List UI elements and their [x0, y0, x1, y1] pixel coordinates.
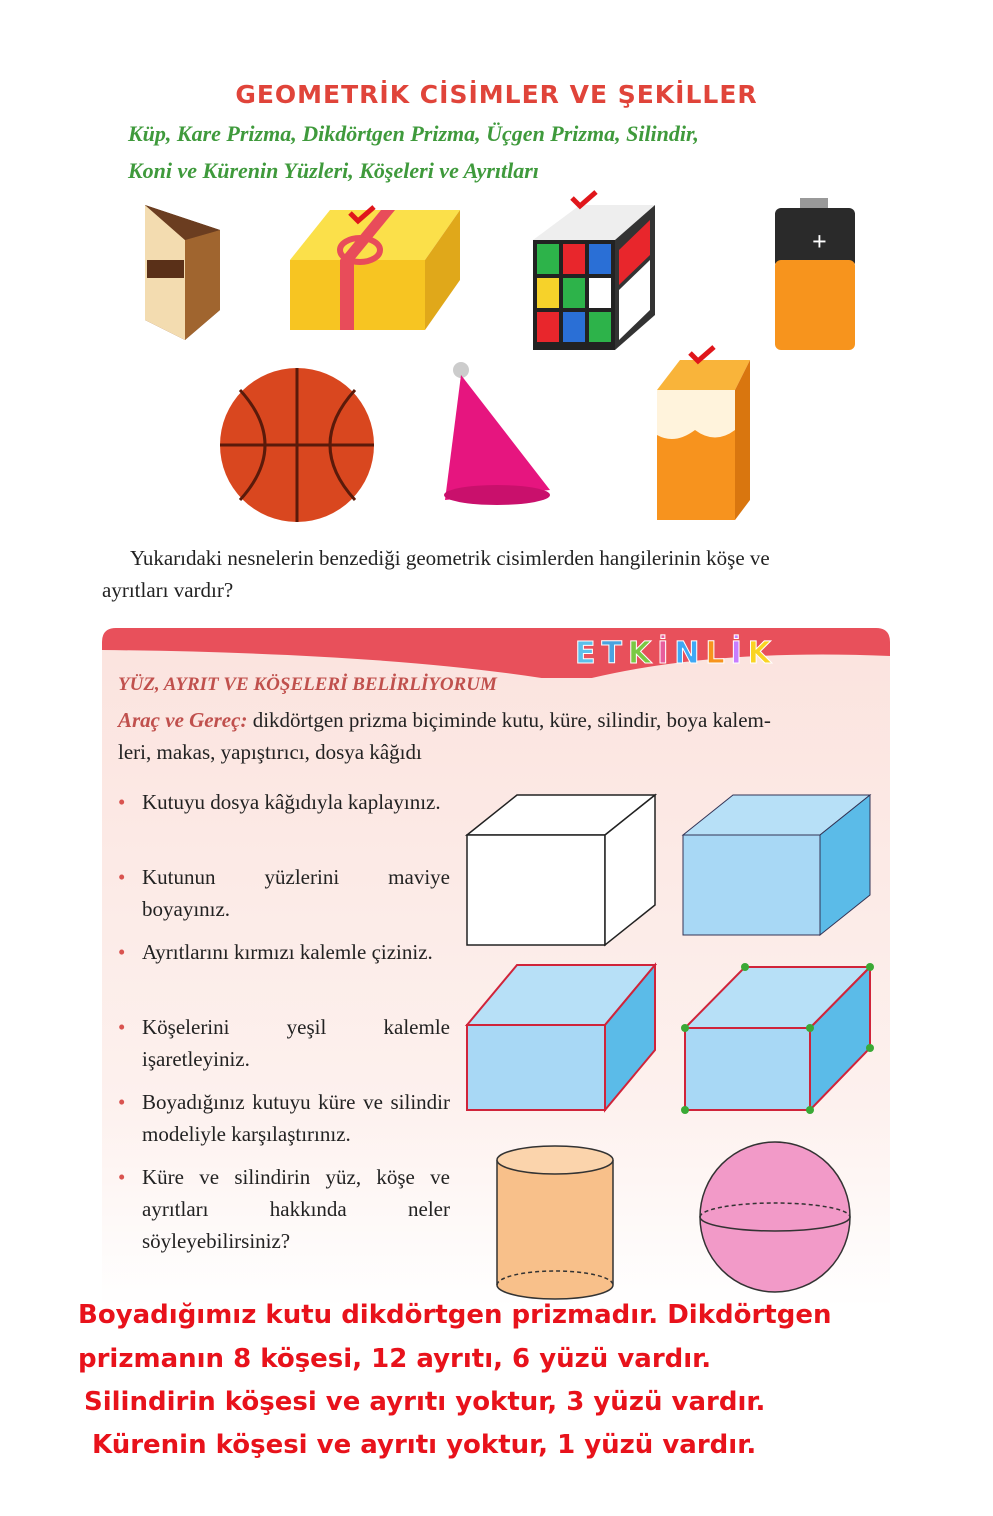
materials-line-1: dikdörtgen prizma biçiminde kutu, küre, silindir, boya kalem- [247, 708, 771, 732]
objects-illustration [0, 180, 993, 530]
bullet-item [118, 1161, 450, 1257]
checkmark-icon [690, 347, 714, 361]
bullet-item [118, 936, 450, 968]
bullet-text: Küre ve silindirin yüz, köşe ve ayrıtları hakkında neler söyleyebilirsiniz? [142, 1165, 450, 1253]
bullet-icon: • [118, 1015, 126, 1039]
gift-box-image [290, 210, 460, 330]
bullet-icon: • [118, 940, 126, 964]
bullet-text: Boyadığınız kutuyu küre ve silindir modeliyle karşılaştırınız. [142, 1090, 450, 1146]
badge-letter: İ [730, 636, 748, 671]
blue-box-red-edges-image [467, 965, 655, 1110]
bullet-icon: • [118, 1165, 126, 1189]
badge-letter: K [747, 636, 778, 671]
materials-line-2: leri, makas, yapıştırıcı, dosya kâğıdı [118, 740, 422, 764]
bullet-text: Köşelerini yeşil kalemle işaretleyiniz. [142, 1015, 450, 1071]
bullet-icon: • [118, 790, 126, 814]
badge-letter: T [601, 636, 628, 671]
bullet-text: Kutunun yüzlerini maviye boyayınız. [142, 865, 450, 921]
blue-box-green-vertices-image [681, 963, 874, 1114]
badge-letter: İ [657, 636, 675, 671]
bullet-item [118, 1011, 450, 1075]
juice-box-image [657, 360, 750, 520]
bullet-item [118, 861, 450, 925]
question-line-1: Yukarıdaki nesnelerin benzediği geometrik cisimlerden hangilerinin köşe ve [130, 546, 770, 570]
page-title: GEOMETRİK CİSİMLER VE ŞEKİLLER [235, 80, 758, 109]
rubiks-cube-image [533, 205, 655, 350]
activity-title: YÜZ, AYRIT VE KÖŞELERİ BELİRLİYORUM [118, 674, 497, 695]
cylinder-image [497, 1146, 613, 1299]
badge-letter: E [575, 636, 602, 671]
answer-line-2: prizmanın 8 köşesi, 12 ayrıtı, 6 yüzü vardır. [78, 1344, 712, 1374]
basketball-image [220, 368, 374, 522]
answer-line-3: Silindirin köşesi ve ayrıtı yoktur, 3 yüzü vardır. [84, 1387, 766, 1417]
battery-plus-label: + [812, 227, 827, 256]
answer-line-1: Boyadığımız kutu dikdörtgen prizmadır. Dikdörtgen [78, 1300, 832, 1330]
sphere-image [700, 1142, 850, 1292]
bullet-text: Kutuyu dosya kâğıdıyla kaplayınız. [142, 790, 441, 814]
bullet-item [118, 1086, 450, 1150]
bullet-icon: • [118, 865, 126, 889]
bullet-item [118, 786, 450, 818]
bullet-text: Ayrıtlarını kırmızı kalemle çiziniz. [142, 940, 433, 964]
checkmark-icon [572, 192, 596, 206]
cake-slice-image [145, 205, 220, 340]
bullet-icon: • [118, 1090, 126, 1114]
badge-letter: N [674, 636, 706, 671]
materials-label: Araç ve Gereç: [118, 708, 248, 732]
badge-letter: L [705, 636, 731, 671]
materials-text [118, 704, 868, 768]
subtitle-line-1: Küp, Kare Prizma, Dikdörtgen Prizma, Üçgen Prizma, Silindir, [128, 121, 699, 146]
battery-image [775, 198, 855, 350]
blue-box-image [683, 795, 870, 935]
question-line-2: ayrıtları vardır? [102, 578, 234, 602]
answer-line-4: Kürenin köşesi ve ayrıtı yoktur, 1 yüzü vardır. [92, 1430, 757, 1460]
badge-letter: K [627, 636, 658, 671]
white-box-image [467, 795, 655, 945]
party-hat-cone-image [444, 362, 550, 505]
subtitle-line-2: Koni ve Kürenin Yüzleri, Köşeleri ve Ayrıtları [128, 158, 539, 183]
prism-illustrations [455, 780, 885, 1310]
activity-badge [575, 636, 777, 671]
